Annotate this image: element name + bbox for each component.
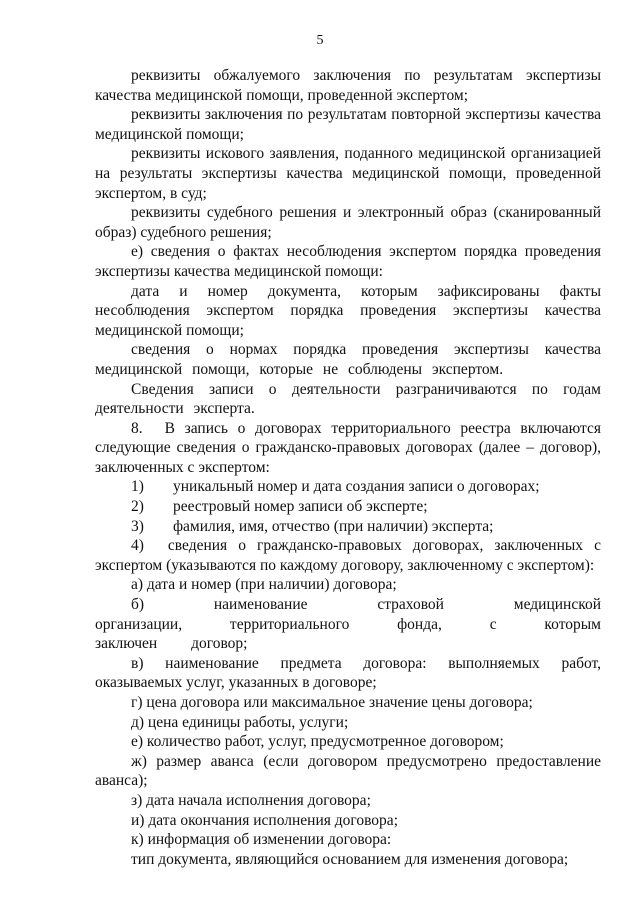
list-item — [95, 536, 601, 575]
paragraph-text: В запись о договорах территориального реестра включаются следующие сведения о гражданско-правовых договорах (далее – договор), заключенных с экспертом: — [95, 419, 601, 476]
list-item-text: фамилия, имя, отчество (при наличии) эксперта; — [173, 517, 494, 535]
paragraph: реквизиты обжалуемого заключения по результатам экспертизы качества медицинской помощи, проведенной экспертом; — [95, 67, 601, 104]
paragraph: реквизиты заключения по результатам повторной экспертизы качества медицинской помощи; — [95, 106, 601, 143]
list-item-text: сведения о гражданско-правовых договорах, заключенных с экспертом (указываются по каждому договору, заключенному с экспертом): — [95, 537, 601, 574]
list-item — [95, 517, 601, 537]
sub-item: д) цена единицы работы, услуги; — [131, 713, 349, 731]
paragraph: реквизиты судебного решения и электронный образ (сканированный образ) судебного решения; — [95, 204, 601, 241]
page-number: 5 — [316, 33, 324, 48]
paragraph: е) сведения о фактах несоблюдения экспертом порядка проведения экспертизы качества медицинской помощи: — [95, 243, 601, 280]
sub-item: и) дата окончания исполнения договора; — [131, 811, 398, 829]
list-item — [95, 477, 601, 497]
list-item-number: 1) — [131, 478, 144, 496]
sub-item: тип документа, являющийся основанием для изменения договора; — [131, 850, 569, 868]
list-item-number: 3) — [131, 517, 144, 535]
paragraph: реквизиты искового заявления, поданного медицинской организацией на результаты экспертизы качества медицинской помощи, проведенной экспертом, в суд; — [95, 145, 601, 202]
paragraph-number: 8. — [131, 419, 143, 437]
paragraph-numbered — [95, 419, 601, 478]
sub-item: з) дата начала исполнения договора; — [131, 791, 371, 809]
list-item-number: 2) — [131, 498, 144, 516]
sub-item: ж) размер аванса (если договором предусмотрено предоставление аванса); — [95, 752, 601, 790]
sub-item: а) дата и номер (при наличии) договора; — [131, 576, 397, 594]
list-item-text: реестровый номер записи об эксперте; — [173, 498, 428, 516]
paragraph: сведения о нормах порядка проведения экспертизы качества медицинской помощи, которые не соблюдены экспертом. — [95, 341, 601, 378]
sub-item: е) количество работ, услуг, предусмотренное договором; — [131, 733, 504, 751]
sub-item: к) информация об изменении договора: — [131, 831, 392, 849]
list-item-text: уникальный номер и дата создания записи о договорах; — [173, 478, 540, 496]
sub-item: г) цена договора или максимальное значение цены договора; — [131, 694, 533, 711]
list-item — [95, 497, 601, 517]
paragraph: Сведения записи о деятельности разграничиваются по годам деятельности эксперта. — [95, 380, 601, 418]
paragraph: дата и номер документа, которым зафиксированы факты несоблюдения экспертом порядка проведения экспертизы качества медицинской помощи; — [95, 282, 601, 339]
sub-item: б) наименование страховой медицинской организации, территориального фонда, с которым заключен договор; — [95, 596, 601, 653]
sub-item: в) наименование предмета договора: выполняемых работ, оказываемых услуг, указанных в договоре; — [95, 654, 601, 692]
document-body — [95, 66, 601, 869]
list-item-number: 4) — [131, 537, 144, 555]
